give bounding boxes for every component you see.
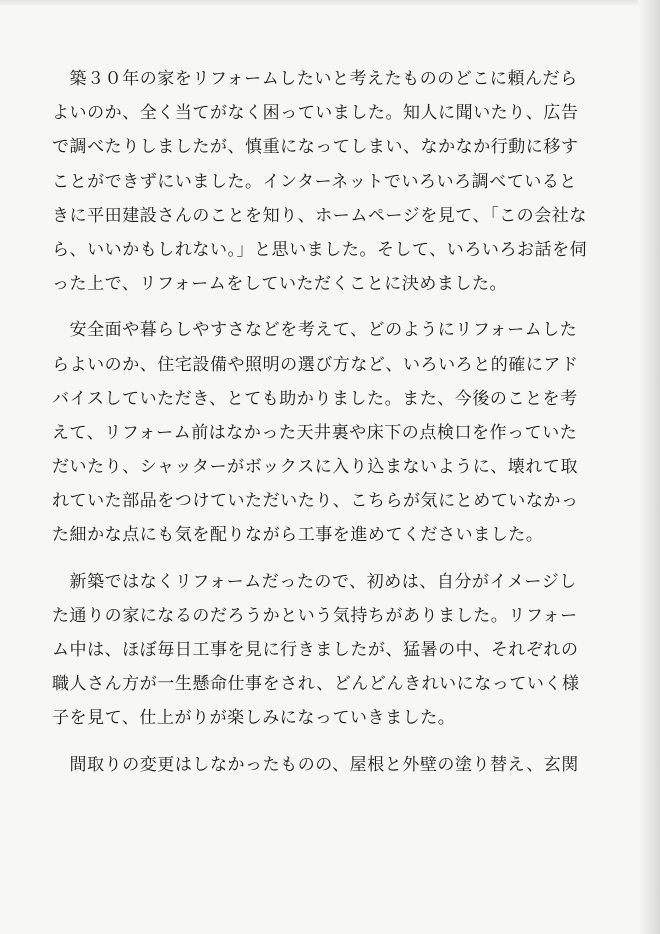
text-line: った上で、リフォームをしていただくことに決めました。 (52, 274, 508, 295)
text-line: 安全面や暮らしやすさなどを考えて、どのようにリフォームした (52, 320, 578, 341)
paragraph-1 (52, 62, 612, 301)
text-line: らよいのか、住宅設備や照明の選び方など、いろいろと的確にアド (52, 354, 579, 375)
paragraph-3 (52, 565, 612, 736)
text-line: だいたり、シャッターがボックスに入り込まないように、壊れて取 (52, 457, 578, 478)
text-line: きに平田建設さんのことを知り、ホームページを見て、「この会社な (52, 205, 587, 226)
text-line: た通りの家になるのだろうかという気持ちがありました。リフォー (52, 605, 578, 626)
body-text (52, 62, 612, 794)
text-line: 間取りの変更はしなかったものの、屋根と外壁の塗り替え、玄関 (52, 754, 579, 775)
text-line: で調べたりしましたが、慎重になってしまい、なかなか行動に移す (52, 137, 579, 158)
text-line: ら、いいかもしれない。」と思いました。そして、いろいろお話を伺 (52, 239, 588, 260)
scan-right-edge (638, 0, 660, 934)
text-line: 新築ではなくリフォームだったので、初めは、自分がイメージし (52, 571, 577, 592)
text-line: よいのか、全く当てがなく困っていました。知人に聞いたり、広告 (52, 103, 579, 124)
scan-top-edge (0, 0, 660, 6)
text-line: ことができずにいました。インターネットでいろいろ調べていると (52, 171, 577, 192)
text-line: バイスしていただき、とても助かりました。また、今後のことを考 (52, 388, 578, 409)
text-line: れていた部品をつけていただいたり、こちらが気にとめていなかっ (52, 491, 579, 512)
text-line: ム中は、ほぼ毎日工事を見に行きましたが、猛暑の中、それぞれの (52, 640, 579, 660)
text-line: 子を見て、仕上がりが楽しみになっていきました。 (52, 708, 456, 729)
text-line: えて、リフォーム前はなかった天井裏や床下の点検口を作っていた (52, 422, 578, 443)
text-line: 築３０年の家をリフォームしたいと考えたもののどこに頼んだら (52, 69, 578, 89)
text-line: た細かな点にも気を配りながら工事を進めてくださいました。 (52, 525, 544, 546)
text-line: 職人さん方が一生懸命仕事をされ、どんどんきれいになっていく様 (52, 674, 580, 695)
paragraph-4 (52, 748, 612, 782)
paragraph-2 (52, 313, 612, 552)
